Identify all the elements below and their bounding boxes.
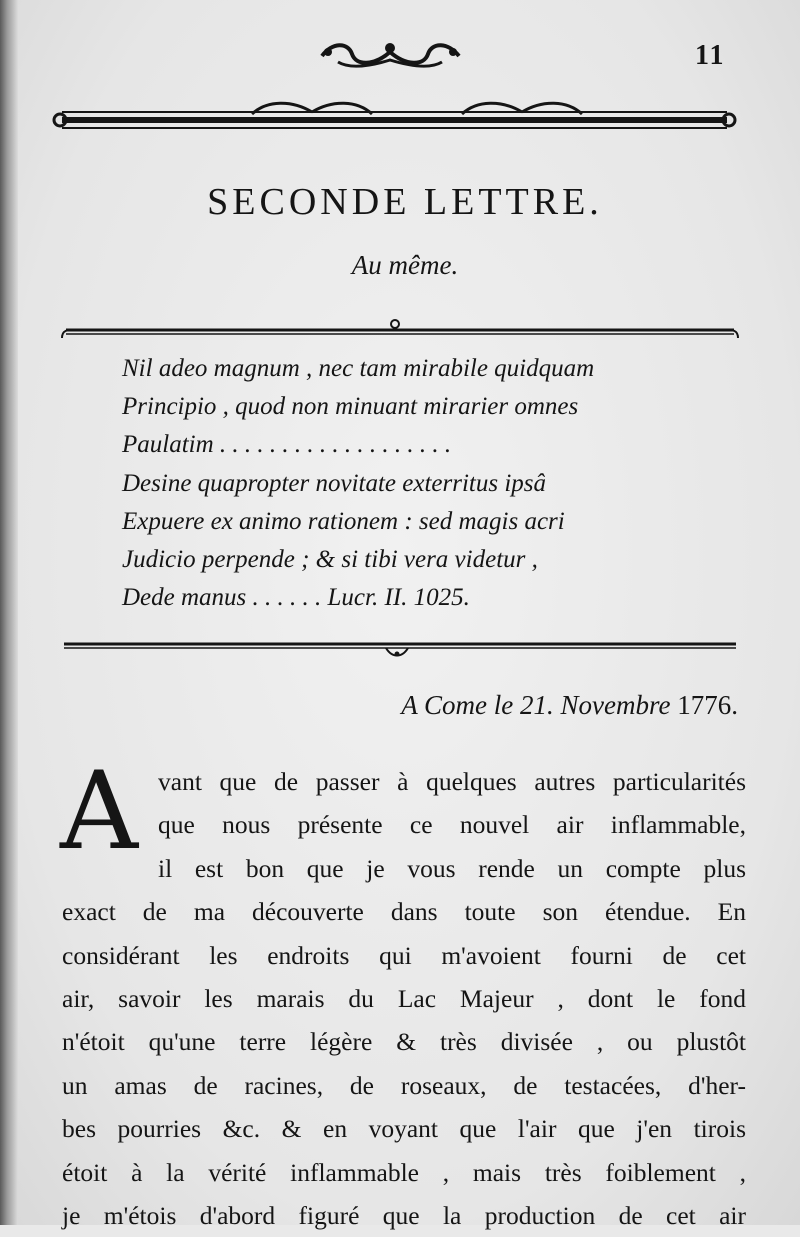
dateline-text: A Come le 21. Novembre <box>401 690 671 720</box>
epigraph-line: Desine quapropter novitate exterritus ipsâ <box>122 469 547 497</box>
letter-subtitle: Au même. <box>351 250 459 280</box>
epigraph-line: Nil adeo magnum , nec tam mirabile quidquam <box>122 355 595 382</box>
epigraph-line-citation: Dede manus . . . . . . Lucr. II. 1025. <box>122 584 470 612</box>
body-text <box>60 749 746 1237</box>
body-line: n'étoit qu'une terre légère & très divisée , ou plustôt <box>62 1027 746 1057</box>
body-line: considérant les endroits qui m'avoient fourni de cet <box>62 940 746 970</box>
epigraph-line: Principio , quod non minuant mirarier omnes <box>122 393 579 421</box>
letter-dateline <box>401 690 738 721</box>
body-line: exact de ma découverte dans toute son étendue. En <box>62 897 746 927</box>
body-line: que nous présente ce nouvel air inflammable, <box>158 810 746 840</box>
letter-title: SECONDE LETTRE. <box>207 181 603 223</box>
dateline-year: 1776. <box>677 690 738 720</box>
epigraph-top-rule <box>60 318 740 340</box>
body-line: étoit à la vérité inflammable , mais très foiblement , <box>62 1157 746 1187</box>
epigraph-line: Judicio perpende ; & si tibi vera videtur , <box>122 545 538 573</box>
body-line: bes pourries &c. & en voyant que l'air que j'en tirois <box>62 1114 746 1144</box>
header-ornamental-band <box>52 100 737 140</box>
body-line: vant que de passer à quelques autres particularités <box>158 767 746 796</box>
epigraph-line: Paulatim . . . . . . . . . . . . . . . . . . . <box>122 431 452 459</box>
epigraph-line: Expuere ex animo rationem : sed magis acri <box>122 507 565 535</box>
epigraph-verses <box>122 350 594 617</box>
body-line: il est bon que je vous rende un compte plus <box>158 853 746 883</box>
epigraph-bottom-rule <box>58 634 742 660</box>
body-line: air, savoir les marais du Lac Majeur , dont le fond <box>62 983 746 1013</box>
book-spine-shadow <box>0 0 18 1225</box>
body-line: je m'étois d'abord figuré que la production de cet air <box>62 1200 746 1230</box>
drop-cap-letter: A <box>60 749 138 874</box>
page-number: 11 <box>695 40 726 71</box>
top-fleuron-ornament <box>318 38 463 72</box>
body-line: un amas de racines, de roseaux, de testacées, d'her- <box>62 1070 746 1100</box>
